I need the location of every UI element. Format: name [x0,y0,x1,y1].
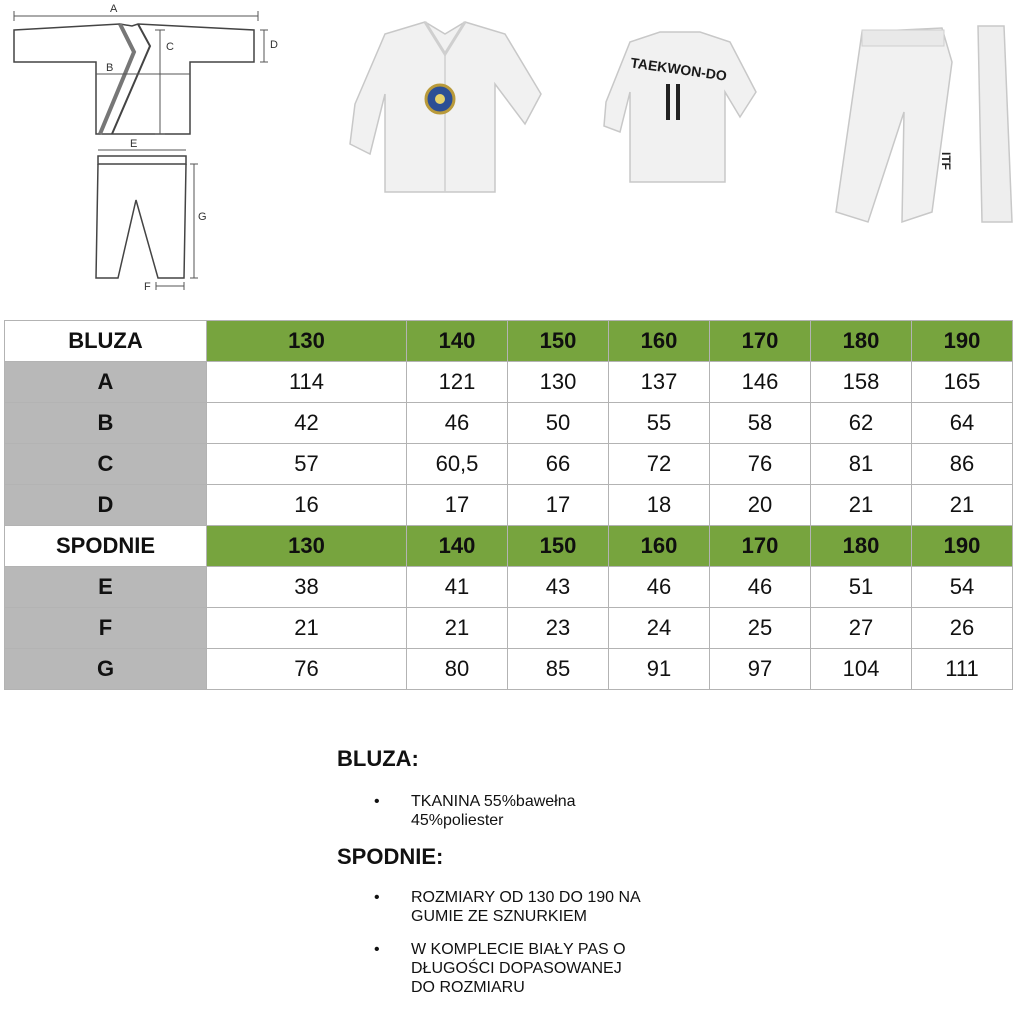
size-header: 130 [207,321,407,362]
size-header: 160 [609,321,710,362]
measurement-value: 97 [710,649,811,690]
measurement-value: 18 [609,485,710,526]
measurement-value: 57 [207,444,407,485]
measurement-value: 104 [811,649,912,690]
list-item [337,940,757,997]
measurement-value: 62 [811,403,912,444]
measurement-value: 146 [710,362,811,403]
spodnie-title: SPODNIE [5,526,207,567]
measurement-value: 60,5 [407,444,508,485]
measurement-value: 17 [407,485,508,526]
measurement-value: 26 [912,608,1013,649]
measurement-value: 64 [912,403,1013,444]
measurement-value: 46 [710,567,811,608]
note-line: ROZMIARY OD 130 DO 190 NA [411,889,641,906]
dimension-g [190,164,198,278]
note-line: 45%poliester [411,812,504,829]
measurement-label: A [5,362,207,403]
measurement-label: D [5,485,207,526]
pants-photo [832,22,1018,227]
measurement-value: 130 [508,362,609,403]
measurement-value: 21 [207,608,407,649]
bluza-list [337,792,757,830]
table-row [5,444,1013,485]
measurement-value: 46 [609,567,710,608]
spodnie-list [337,888,757,997]
note-line: GUMIE ZE SZNURKIEM [411,908,588,925]
measurement-value: 111 [912,649,1013,690]
bluza-heading: BLUZA: [337,746,419,771]
table-row [5,608,1013,649]
measurement-value: 21 [811,485,912,526]
measurement-value: 42 [207,403,407,444]
measurement-value: 86 [912,444,1013,485]
size-table-body [5,321,1013,690]
measurement-value: 81 [811,444,912,485]
dimension-c [155,30,165,134]
label-d: D [270,39,278,51]
label-g: G [198,211,207,223]
size-header: 190 [912,321,1013,362]
note-line: DO ROZMIARU [411,979,525,996]
measurement-value: 55 [609,403,710,444]
list-item [337,792,757,830]
dimension-a [14,11,258,21]
table-row [5,567,1013,608]
spodnie-heading: SPODNIE: [337,844,444,869]
measurement-value: 80 [407,649,508,690]
bullet-icon: • [374,793,380,810]
dimension-d [260,30,268,62]
measurement-value: 85 [508,649,609,690]
list-item [337,888,757,926]
note-line: DŁUGOŚCI DOPASOWANEJ [411,960,622,977]
measurement-value: 24 [609,608,710,649]
size-header: 140 [407,321,508,362]
jacket-back-photo [600,22,760,187]
measurement-value: 66 [508,444,609,485]
measurement-value: 21 [407,608,508,649]
measurement-label: C [5,444,207,485]
measurement-value: 27 [811,608,912,649]
size-header: 150 [508,526,609,567]
size-header: 190 [912,526,1013,567]
pants-side-text: ITF [939,152,953,170]
jacket-front-photo [345,14,545,199]
label-a: A [110,3,118,15]
pants-outline [96,156,186,278]
size-header: 160 [609,526,710,567]
label-f: F [144,281,151,293]
spodnie-header-row [5,526,1013,567]
measurement-value: 72 [609,444,710,485]
size-header: 170 [710,321,811,362]
measurement-value: 20 [710,485,811,526]
table-row [5,485,1013,526]
measurement-value: 41 [407,567,508,608]
product-notes [337,746,757,1011]
measurement-value: 17 [508,485,609,526]
measurement-value: 23 [508,608,609,649]
measurement-value: 58 [710,403,811,444]
measurement-label: G [5,649,207,690]
back-print-text: TAEKWON-DO [629,54,728,84]
bluza-header-row [5,321,1013,362]
measurement-value: 158 [811,362,912,403]
measurement-value: 50 [508,403,609,444]
measurement-value: 121 [407,362,508,403]
measurement-value: 114 [207,362,407,403]
bullet-icon: • [374,941,380,958]
bluza-title: BLUZA [5,321,207,362]
size-header: 180 [811,526,912,567]
measurement-value: 91 [609,649,710,690]
size-table [4,320,1013,690]
measurement-value: 54 [912,567,1013,608]
table-row [5,649,1013,690]
measurement-label: E [5,567,207,608]
jacket-outline [14,24,254,134]
measurement-label: B [5,403,207,444]
measurement-value: 25 [710,608,811,649]
note-line: TKANINA 55%bawełna [411,793,576,810]
measurement-value: 46 [407,403,508,444]
bullet-icon: • [374,889,380,906]
label-c: C [166,41,174,53]
label-e: E [130,138,138,150]
measurement-value: 76 [710,444,811,485]
size-header: 130 [207,526,407,567]
dimension-f [156,282,184,290]
table-row [5,403,1013,444]
size-header: 180 [811,321,912,362]
measurement-value: 16 [207,485,407,526]
measurement-value: 43 [508,567,609,608]
table-row [5,362,1013,403]
measurement-value: 21 [912,485,1013,526]
measurement-value: 76 [207,649,407,690]
note-line: W KOMPLECIE BIAŁY PAS O [411,941,626,958]
measurement-value: 165 [912,362,1013,403]
measurement-value: 137 [609,362,710,403]
measurement-diagram [0,0,300,300]
measurement-value: 51 [811,567,912,608]
size-header: 170 [710,526,811,567]
size-header: 140 [407,526,508,567]
measurement-value: 38 [207,567,407,608]
measurement-label: F [5,608,207,649]
label-b: B [106,62,114,74]
size-header: 150 [508,321,609,362]
